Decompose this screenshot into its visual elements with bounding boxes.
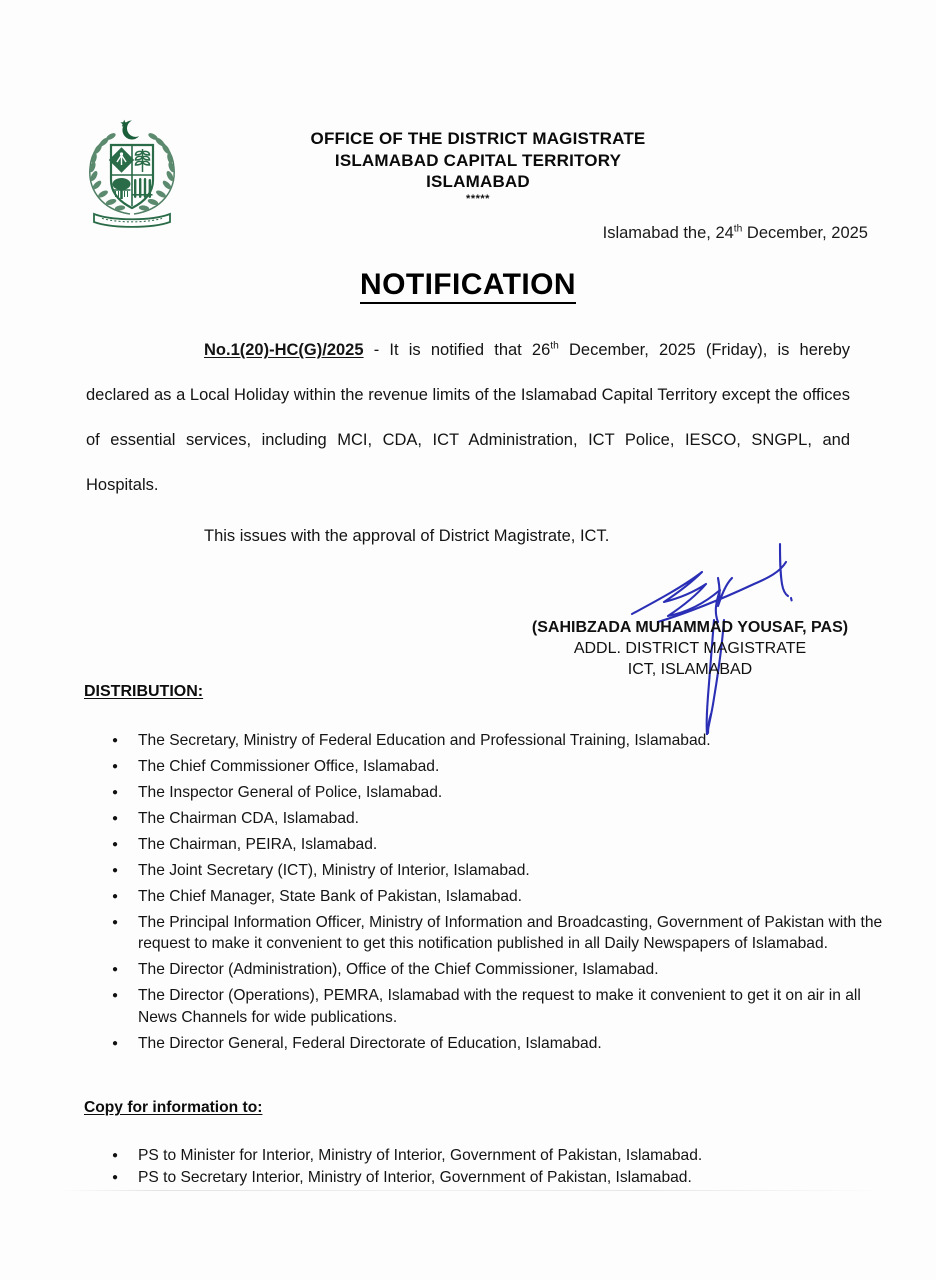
list-item: ● The Joint Secretary (ICT), Ministry of Interior, Islamabad.	[138, 860, 898, 881]
list-item: ● The Chief Manager, State Bank of Pakistan, Islamabad.	[138, 886, 898, 907]
list-item: ● The Director (Administration), Office of the Chief Commissioner, Islamabad.	[138, 959, 898, 980]
header-star-separator: *****	[466, 193, 490, 205]
office-title-line-2: ISLAMABAD CAPITAL TERRITORY	[334, 150, 622, 170]
date-suffix: December, 2025	[742, 224, 868, 242]
list-item: ● The Chairman CDA, Islamabad.	[138, 808, 898, 829]
office-title-line-3: ISLAMABAD	[426, 172, 530, 191]
reference-number: No.1(20)-HC(G)/2025	[204, 341, 364, 359]
signatory-name: (SAHIBZADA MUHAMMAD YOUSAF, PAS)	[531, 619, 849, 636]
date-line	[603, 224, 868, 243]
list-item: ● The Director General, Federal Directorate of Education, Islamabad.	[138, 1033, 898, 1054]
approval-paragraph: This issues with the approval of District Magistrate, ICT.	[204, 527, 610, 545]
distribution-heading: DISTRIBUTION:	[84, 683, 204, 700]
list-item: ● The Secretary, Ministry of Federal Education and Professional Training, Islamabad.	[138, 730, 898, 751]
signatory-office: ICT, ISLAMABAD	[627, 661, 753, 678]
notification-text-part-1: - It is notified that 26	[363, 341, 551, 359]
office-title	[218, 128, 738, 193]
copy-for-information-heading: Copy for information to:	[84, 1099, 263, 1116]
list-item: ● The Chairman, PEIRA, Islamabad.	[138, 834, 898, 855]
document-body	[86, 328, 850, 551]
list-item: ● PS to Secretary Interior, Ministry of Interior, Government of Pakistan, Islamabad.	[138, 1167, 898, 1188]
notification-text-part-2: December, 2025 (Friday), is hereby declared as a Local Holiday within the revenue limits of the Islamabad Capital Territory except the offices of essential services, including MCI, CDA, ICT Administration, ICT Police, IESCO, SNGPL, and Hospitals.	[86, 341, 850, 494]
document-header	[0, 118, 936, 228]
list-item: ● The Chief Commissioner Office, Islamabad.	[138, 756, 898, 777]
list-item: ● The Principal Information Officer, Ministry of Information and Broadcasting, Government of Pakistan with the request to make it convenient to get this notification published in all Daily Newspapers of Islamabad.	[138, 912, 898, 955]
list-item: ● The Director (Operations), PEMRA, Islamabad with the request to make it convenient to get it on air in all News Channels for wide publications.	[138, 985, 898, 1028]
distribution-list	[108, 730, 898, 1059]
notification-date-ordinal: th	[550, 340, 559, 352]
date-ordinal-suffix: th	[733, 223, 743, 235]
scan-artifact-line	[60, 1190, 890, 1191]
page-title-text: NOTIFICATION	[360, 268, 576, 304]
office-title-line-1: OFFICE OF THE DISTRICT MAGISTRATE	[310, 129, 646, 148]
list-item: ● PS to Minister for Interior, Ministry of Interior, Government of Pakistan, Islamabad.	[138, 1145, 898, 1166]
list-item: ● The Inspector General of Police, Islamabad.	[138, 782, 898, 803]
signatory-designation: ADDL. DISTRICT MAGISTRATE	[573, 640, 807, 657]
date-prefix: Islamabad the, 24	[602, 224, 734, 242]
notification-paragraph	[86, 328, 850, 508]
copy-for-information-list	[108, 1145, 898, 1190]
pakistan-state-emblem-icon	[78, 118, 186, 228]
page-title	[0, 268, 936, 302]
signature-block	[460, 617, 920, 680]
